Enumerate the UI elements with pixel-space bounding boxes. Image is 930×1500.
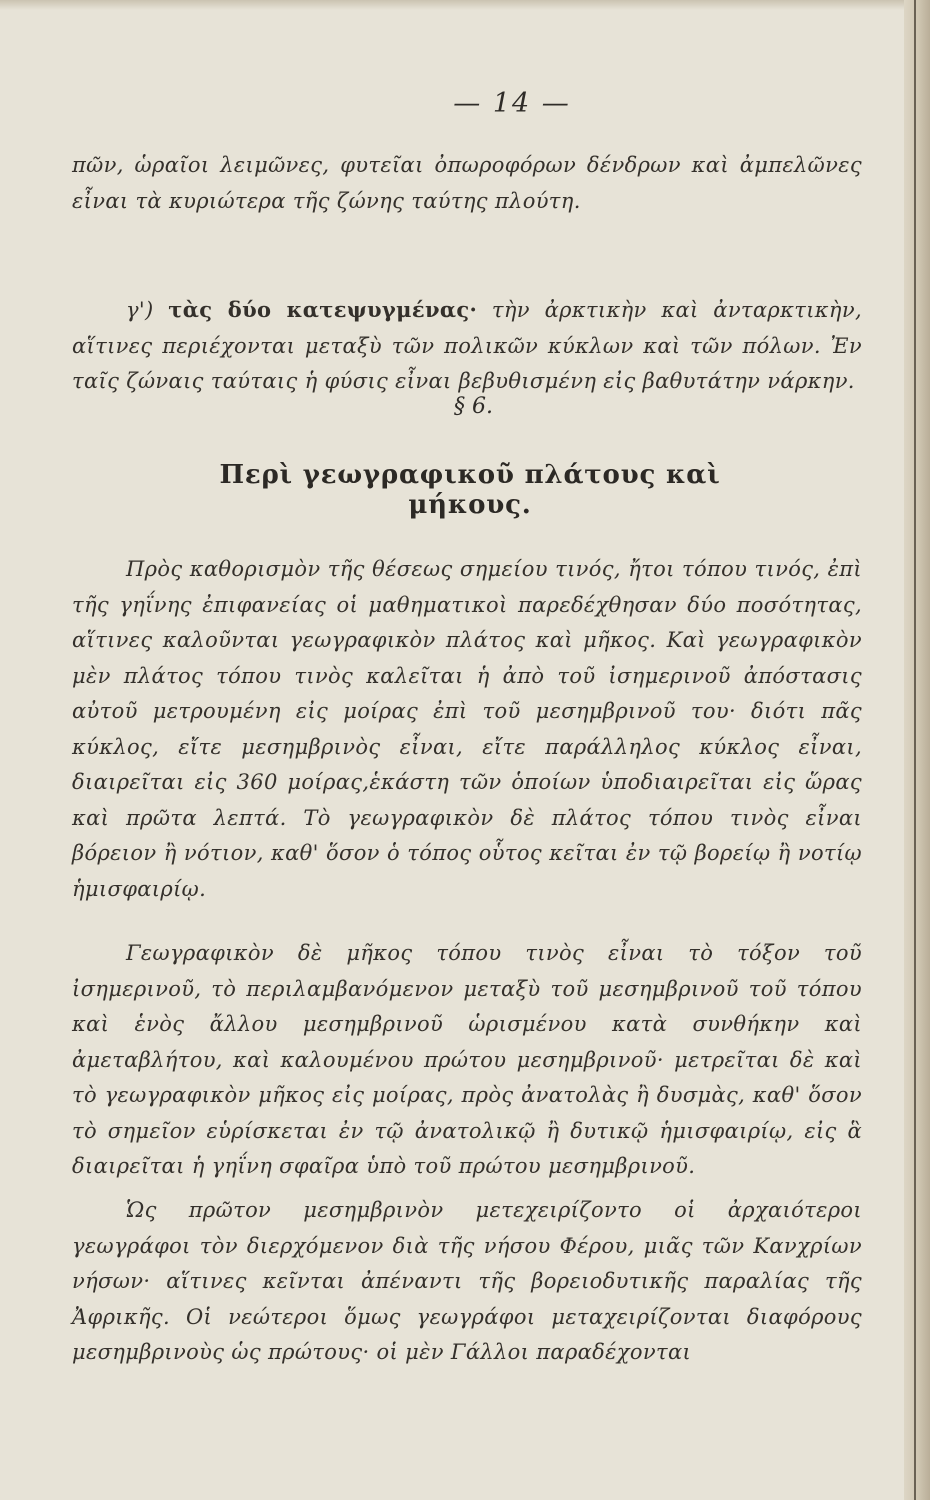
page-margin-line [914,0,916,1500]
list-marker: γ') [126,298,169,322]
emphasized-phrase: τὰς δύο κατεψυγμένας· [168,297,478,322]
paragraph-text: τὴν ἀρκτικὴν καὶ ἀνταρκτικὴν, αἵτινες περιέχονται μεταξὺ τῶν πολικῶν κύκλων καὶ τῶν πόλων. Ἐν ταῖς ζώναις ταύταις ἡ φύσις εἶναι βεβυθισμένη εἰς βαθυτάτην νάρκην. [72,298,862,393]
page-top-shadow [0,0,930,10]
paragraph-frigid-zones [72,292,862,400]
page-number: — 14 — [453,88,571,119]
section-number: § 6. [454,394,493,419]
section-heading: Περὶ γεωγραφικοῦ πλάτους καὶ μήκους. [219,460,721,520]
paragraph-latitude: Πρὸς καθορισμὸν τῆς θέσεως σημείου τινός, ἤτοι τόπου τινός, ἐπὶ τῆς γηΐνης ἐπιφανείας οἱ μαθηματικοὶ παρεδέχθησαν δύο ποσότητας, αἵτινες καλοῦνται γεωγραφικὸν πλάτος καὶ μῆκος. Καὶ γεωγραφικὸν μὲν πλάτος τόπου τινὸς καλεῖται ἡ ἀπὸ τοῦ ἰσημερινοῦ ἀπόστασις αὐτοῦ μετρουμένη εἰς μοίρας ἐπὶ τοῦ μεσημβρινοῦ του· διότι πᾶς κύκλος, εἴτε μεσημβρινὸς εἶναι, εἴτε παράλληλος κύκλος εἶναι, διαιρεῖται εἰς 360 μοίρας,ἑκάστη τῶν ὁποίων ὑποδιαιρεῖται εἰς ὥρας καὶ πρῶτα λεπτά. Τὸ γεωγραφικὸν δὲ πλάτος τόπου τινὸς εἶναι βόρειον ἢ νότιον, καθ' ὅσον ὁ τόπος οὗτος κεῖται ἐν τῷ βορείῳ ἢ νοτίῳ ἡμισφαιρίῳ. [72,557,862,901]
paragraph-prime-meridian: Ὡς πρῶτον μεσημβρινὸν μετεχειρίζοντο οἱ ἀρχαιότεροι γεωγράφοι τὸν διερχόμενον διὰ τῆς νήσου Φέρου, μιᾶς τῶν Κανχρίων νήσων· αἵτινες κεῖνται ἀπέναντι τῆς βορειοδυτικῆς παραλίας τῆς Ἀφρικῆς. Οἱ νεώτεροι ὅμως γεωγράφοι μεταχειρίζονται διαφόρους μεσημβρινοὺς ὡς πρώτους· οἱ μὲν Γάλλοι παραδέχονται [72,1198,862,1364]
page-binding-edge [904,0,930,1500]
paragraph-longitude: Γεωγραφικὸν δὲ μῆκος τόπου τινὸς εἶναι τὸ τόξον τοῦ ἰσημερινοῦ, τὸ περιλαμβανόμενον μεταξὺ τοῦ μεσημβρινοῦ τοῦ τόπου καὶ ἑνὸς ἄλλου μεσημβρινοῦ ὡρισμένου κατὰ συνθήκην καὶ ἀμεταβλήτου, καὶ καλουμένου πρώτου μεσημβρινοῦ· μετρεῖται δὲ καὶ τὸ γεωγραφικὸν μῆκος εἰς μοίρας, πρὸς ἀνατολὰς ἢ δυσμὰς, καθ' ὅσον τὸ σημεῖον εὑρίσκεται ἐν τῷ ἀνατολικῷ ἢ δυτικῷ ἡμισφαιρίῳ, εἰς ἃ διαιρεῖται ἡ γηΐνη σφαῖρα ὑπὸ τοῦ πρώτου μεσημβρινοῦ. [72,941,862,1178]
paragraph-continuation: πῶν, ὡραῖοι λειμῶνες, φυτεῖαι ὀπωροφόρων δένδρων καὶ ἀμπελῶνες εἶναι τὰ κυριώτερα τῆς ζώνης ταύτης πλούτη. [72,153,862,213]
